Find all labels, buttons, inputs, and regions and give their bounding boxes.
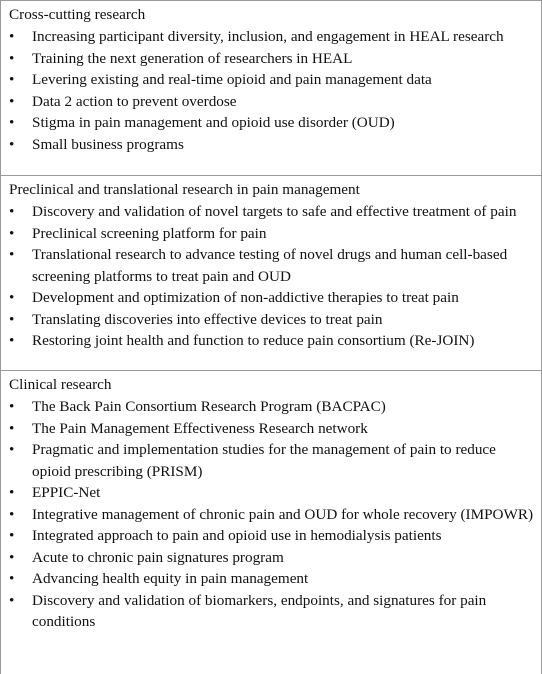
bullet-icon: • bbox=[9, 49, 15, 67]
list-item: • EPPIC-Net bbox=[9, 482, 533, 504]
list-item: • Discovery and validation of novel targets to safe and effective treatment of pain bbox=[9, 201, 533, 223]
list-item: • Advancing health equity in pain management bbox=[9, 568, 533, 590]
list-item: • Development and optimization of non-addictive therapies to treat pain bbox=[9, 287, 533, 309]
list-item: • Discovery and validation of biomarkers, endpoints, and signatures for pain conditions bbox=[9, 591, 487, 630]
list-item: • Restoring joint health and function to reduce pain consortium (Re-JOIN) bbox=[9, 330, 533, 352]
item-list bbox=[9, 201, 533, 352]
list-item: • Small business programs bbox=[9, 134, 533, 156]
list-item: • Translational research to advance testing of novel drugs and human cell-based screening platforms to treat pain and OUD bbox=[9, 246, 508, 285]
bullet-icon: • bbox=[9, 289, 15, 306]
list-item: • Integrated approach to pain and opioid use in hemodialysis patients bbox=[9, 525, 533, 547]
list-item: • Training the next generation of researchers in HEAL bbox=[9, 48, 533, 70]
bullet-icon: • bbox=[9, 28, 15, 45]
list-item: • Levering existing and real-time opioid and pain management data bbox=[9, 69, 533, 91]
list-item: • Acute to chronic pain signatures program bbox=[9, 547, 533, 569]
section-heading: Clinical research bbox=[9, 376, 112, 393]
list-item: • Preclinical screening platform for pain bbox=[9, 223, 533, 245]
item-list bbox=[9, 396, 533, 633]
bullet-icon: • bbox=[9, 92, 15, 110]
bullet-icon: • bbox=[9, 398, 15, 415]
list-item: • Integrative management of chronic pain and OUD for whole recovery (IMPOWR) bbox=[9, 504, 533, 526]
bullet-icon: • bbox=[9, 527, 15, 544]
bullet-icon: • bbox=[9, 114, 15, 131]
bullet-icon: • bbox=[9, 548, 15, 566]
bullet-icon: • bbox=[9, 310, 15, 328]
list-item: • Translating discoveries into effective devices to treat pain bbox=[9, 309, 533, 331]
list-item: • Increasing participant diversity, inclusion, and engagement in HEAL research bbox=[9, 26, 533, 48]
bullet-icon: • bbox=[9, 71, 15, 88]
bullet-icon: • bbox=[9, 591, 15, 609]
bullet-icon: • bbox=[9, 419, 15, 437]
bullet-icon: • bbox=[9, 135, 15, 153]
list-item: • The Pain Management Effectiveness Research network bbox=[9, 418, 533, 440]
bullet-icon: • bbox=[9, 441, 15, 458]
list-item: • Data 2 action to prevent overdose bbox=[9, 91, 533, 113]
section-heading: Preclinical and translational research in pain management bbox=[9, 181, 360, 198]
section-cross-cutting bbox=[1, 1, 541, 175]
bullet-icon: • bbox=[9, 203, 15, 220]
bullet-icon: • bbox=[9, 505, 15, 523]
bullet-icon: • bbox=[9, 570, 15, 587]
section-clinical bbox=[1, 370, 541, 674]
list-item: • Stigma in pain management and opioid use disorder (OUD) bbox=[9, 112, 533, 134]
item-list bbox=[9, 26, 533, 155]
list-item: • The Back Pain Consortium Research Program (BACPAC) bbox=[9, 396, 533, 418]
bullet-icon: • bbox=[9, 246, 15, 263]
bullet-icon: • bbox=[9, 224, 15, 242]
bullet-icon: • bbox=[9, 332, 15, 349]
section-heading: Cross-cutting research bbox=[9, 6, 146, 23]
list-item: • Pragmatic and implementation studies for the management of pain to reduce opioid prescribing (PRISM) bbox=[9, 441, 496, 480]
section-preclinical bbox=[1, 175, 541, 370]
bullet-icon: • bbox=[9, 484, 15, 501]
